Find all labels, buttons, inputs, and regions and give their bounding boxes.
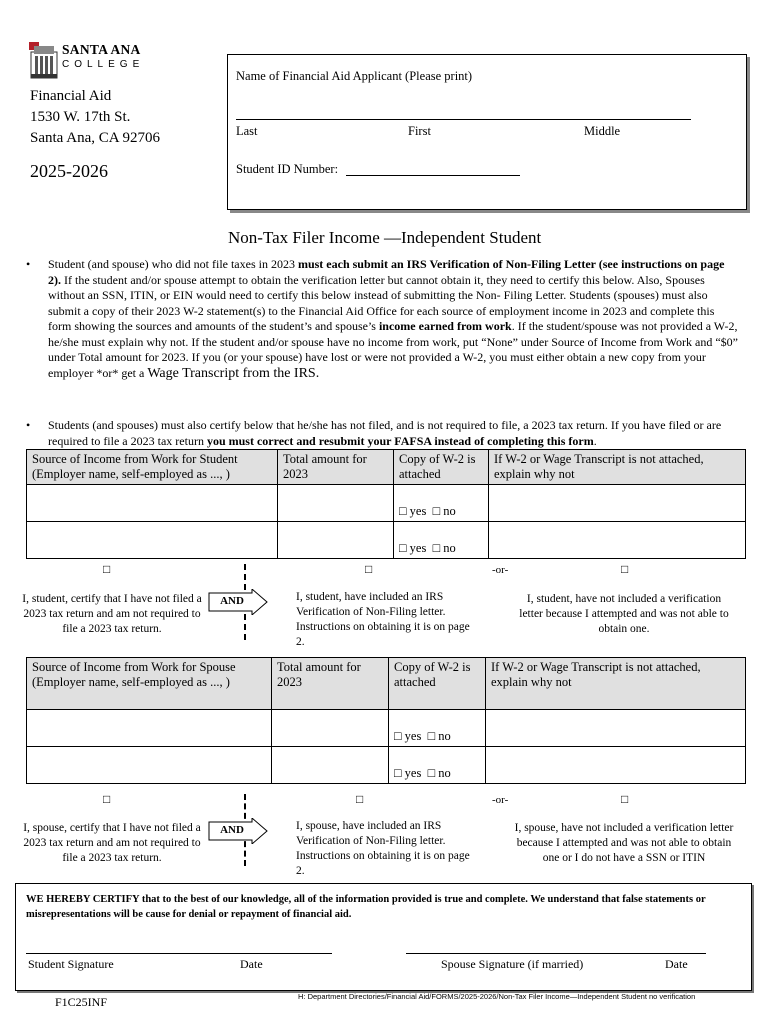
address-line: 1530 W. 17th St. (30, 109, 131, 125)
w2-attached-cell (389, 747, 486, 784)
award-year: 2025-2026 (30, 161, 108, 181)
bullet: • (26, 418, 31, 432)
explanation-cell[interactable] (489, 485, 746, 522)
yes-checkbox[interactable]: □ yes (394, 766, 422, 780)
spouse-income-table (26, 657, 746, 784)
column-header: If W-2 or Wage Transcript is not attached, explain why not (489, 450, 746, 485)
table-row (27, 522, 746, 559)
spouse-option2-checkbox[interactable]: □ (356, 792, 364, 806)
instructions-paragraph-2 (26, 418, 738, 449)
form-title: Non-Tax Filer Income —Independent Student (228, 228, 542, 247)
income-source-cell[interactable] (27, 710, 272, 747)
column-header: Source of Income from Work for Student (Employer name, self-employed as ..., ) (27, 450, 278, 485)
no-checkbox[interactable]: □ no (427, 729, 451, 743)
logo-name: SANTA ANA (62, 42, 141, 57)
yes-checkbox[interactable]: □ yes (399, 541, 427, 555)
text: . If the student/spouse was not provided a W-2, he/she must explain why not. If the student and/or spouse have no income from work, put “None” under Source of Income from Work and “$0” under Total amount for 2023. If you (or your spouse) have lost or were not provided a W-2, you must either obtain a new copy from your employer *or* get a (48, 319, 738, 380)
student-signature-label: Student Signature (28, 957, 114, 971)
or-separator: -or- (492, 564, 509, 576)
amount-cell[interactable] (272, 747, 389, 784)
form-code: F1C25INF (55, 995, 108, 1009)
spouse-signature-line[interactable] (406, 953, 706, 954)
no-checkbox[interactable]: □ no (432, 504, 456, 518)
w2-attached-cell (394, 522, 489, 559)
column-header: Total amount for 2023 (272, 658, 389, 710)
amount-cell[interactable] (278, 485, 394, 522)
student-signature-line[interactable] (26, 953, 332, 954)
logo-subtitle: COLLEGE (62, 59, 145, 70)
amount-cell[interactable] (278, 522, 394, 559)
no-checkbox[interactable]: □ no (432, 541, 456, 555)
bullet: • (26, 257, 31, 271)
certification-box (15, 883, 752, 991)
student-id-label: Student ID Number: (236, 162, 339, 176)
or-separator: -or- (492, 794, 509, 806)
text: Wage Transcript from the IRS. (147, 365, 320, 381)
file-path: H: Department Directories/Financial Aid/FORMS/2025-2026/Non-Tax Filer Income—Independent Student no verification (298, 992, 696, 1001)
income-source-cell[interactable] (27, 747, 272, 784)
spouse-option3-checkbox[interactable]: □ (621, 792, 629, 806)
student-unable-statement: I, student, have not included a verification letter because I attempted and was not able to obtain one. (519, 593, 729, 635)
column-header: Copy of W-2 is attached (389, 658, 486, 710)
bold-text: you must correct and resubmit your FAFSA instead of completing this form (206, 433, 594, 448)
explanation-cell[interactable] (489, 522, 746, 559)
instructions-paragraph-1 (26, 257, 738, 381)
w2-attached-cell (394, 485, 489, 522)
and-label: AND (220, 824, 244, 836)
table-row (27, 747, 746, 784)
column-header: Total amount for 2023 (278, 450, 394, 485)
yes-checkbox[interactable]: □ yes (394, 729, 422, 743)
applicant-name-field[interactable] (236, 119, 691, 120)
student-nonfiling-letter-statement: I, student, have included an IRS Verification of Non-Filing letter. Instructions on obtaining it is on page 2. (296, 591, 470, 648)
spouse-unable-statement: I, spouse, have not included a verification letter because I attempted and was not able to obtain one or I do not have a SSN or ITIN (514, 822, 734, 864)
student-option3-checkbox[interactable]: □ (621, 562, 629, 576)
column-header: Copy of W-2 is attached (394, 450, 489, 485)
student-income-table (26, 449, 746, 559)
table-row (27, 710, 746, 747)
date-label: Date (665, 957, 688, 971)
spouse-nonfiling-letter-statement: I, spouse, have included an IRS Verification of Non-Filing letter. Instructions on obtaining it is on page 2. (296, 820, 470, 877)
table-row (27, 485, 746, 522)
spouse-no-file-statement: I, spouse, certify that I have not filed a 2023 tax return and am not required to file a 2023 tax return. (23, 822, 201, 864)
column-header: Source of Income from Work for Spouse (Employer name, self-employed as ..., ) (27, 658, 272, 710)
applicant-info-box (227, 54, 747, 210)
column-header: If W-2 or Wage Transcript is not attached, explain why not (486, 658, 746, 710)
yes-checkbox[interactable]: □ yes (399, 504, 427, 518)
certification-text: WE HEREBY CERTIFY that to the best of our knowledge, all of the information provided is true and complete. We understand that false statements or misrepresentations will be cause for denial or repayment of financial aid. (26, 894, 706, 920)
bold-text: income earned from work (378, 319, 512, 333)
explanation-cell[interactable] (486, 747, 746, 784)
no-checkbox[interactable]: □ no (427, 766, 451, 780)
last-name-label: Last (236, 124, 258, 138)
college-logo (28, 40, 148, 80)
spouse-option1-checkbox[interactable]: □ (103, 792, 111, 806)
student-id-field[interactable] (346, 175, 520, 176)
college-seal-icon (28, 40, 60, 80)
amount-cell[interactable] (272, 710, 389, 747)
student-option1-checkbox[interactable]: □ (103, 562, 111, 576)
text: If the student and/or spouse attempt to obtain the verification letter but cannot obtain it, they need to certify this below. Also, Spouses without an SSN, ITIN, or EIN would need to certify this below instead of submitting the Non- Filing Letter. Students (spouses) must also submit a copy of their 2023 W-2 statement(s) to the Financial Aid Office for each source of employment income in 2023 and complete this form showing the sources and amounts of the student’s and spouse’s (48, 272, 715, 333)
income-source-cell[interactable] (27, 522, 278, 559)
and-arrow (208, 589, 268, 620)
office-address (30, 86, 160, 149)
address-line: Financial Aid (30, 88, 112, 104)
income-source-cell[interactable] (27, 485, 278, 522)
bold-text: must each submit an IRS Verification of Non-Filing Letter (see instructions on page 2). (48, 257, 725, 287)
middle-name-label: Middle (584, 124, 621, 138)
address-line: Santa Ana, CA 92706 (30, 130, 160, 146)
date-label: Date (240, 957, 263, 971)
text: Student (and spouse) who did not file taxes in 2023 (48, 257, 298, 271)
text: Students (and spouses) must also certify below that he/she has not filed, and is not required to file, a 2023 tax return. If you have filed or are required to file a 2023 tax return (48, 418, 722, 448)
and-label: AND (220, 595, 244, 607)
text: . (593, 433, 597, 448)
and-arrow (208, 818, 268, 849)
student-no-file-statement: I, student, certify that I have not filed a 2023 tax return and am not required to file a 2023 tax return. (22, 593, 202, 635)
spouse-signature-label: Spouse Signature (if married) (441, 957, 584, 971)
w2-attached-cell (389, 710, 486, 747)
first-name-label: First (408, 124, 431, 138)
applicant-name-label: Name of Financial Aid Applicant (Please print) (236, 69, 473, 83)
student-option2-checkbox[interactable]: □ (365, 562, 373, 576)
explanation-cell[interactable] (486, 710, 746, 747)
